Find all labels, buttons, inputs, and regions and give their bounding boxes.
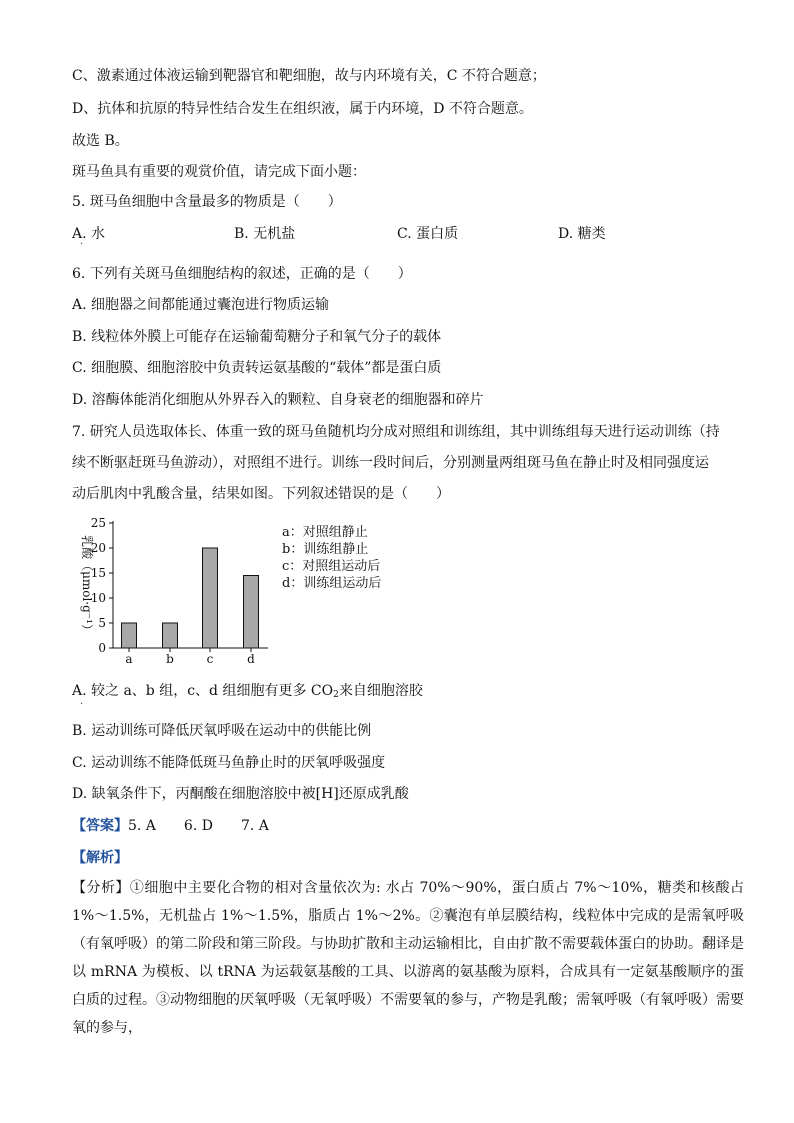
q5-option-d: D. 糖类 (558, 226, 606, 242)
question-5-options (72, 224, 722, 244)
q7-option-a-sub: 2 (333, 690, 339, 700)
line-choose-b: 故选 B。 (72, 133, 129, 149)
legend-item-b: b：训练组静止 (282, 542, 369, 557)
y-tick-label: 20 (90, 541, 106, 555)
bar-b (163, 623, 178, 648)
y-tick-label: 0 (98, 641, 106, 655)
q7-option-a-post: 来自细胞溶胶 (338, 683, 423, 699)
legend-item-d: d：训练组运动后 (282, 576, 382, 591)
stray-dot: · (80, 239, 84, 250)
q7-option-d: D. 缺氧条件下，丙酮酸在细胞溶胶中被[H]还原成乳酸 (72, 786, 409, 802)
question-6: 6. 下列有关斑马鱼细胞结构的叙述，正确的是（ ） (72, 266, 412, 282)
bar-c (203, 548, 218, 648)
q7-option-a (72, 681, 423, 705)
q7-option-c: C. 运动训练不能降低斑马鱼静止时的厌氧呼吸强度 (72, 755, 386, 771)
stray-dot: · (80, 699, 84, 710)
x-tick-label-d: d (247, 652, 255, 666)
y-tick-label: 10 (90, 591, 106, 605)
answer-text: 5. A 6. D 7. A (128, 818, 269, 834)
x-tick-label-c: c (206, 652, 214, 666)
bar-d (244, 576, 259, 649)
question-5: 5. 斑马鱼细胞中含量最多的物质是（ ） (72, 194, 342, 210)
line-option-d-prev: D、抗体和抗原的特异性结合发生在组织液，属于内环境，D 不符合题意。 (72, 101, 533, 117)
question-7-line-1: 7. 研究人员选取体长、体重一致的斑马鱼随机均分成对照组和训练组，其中训练组每天进行运动训练（持 (72, 424, 720, 440)
legend-item-a: a：对照组静止 (282, 525, 368, 540)
x-tick-label-b: b (166, 652, 174, 666)
legend-item-c: c：对照组运动后 (282, 559, 381, 574)
q5-option-a: A. 水 (72, 226, 106, 242)
bar-a (122, 623, 137, 648)
intro-text: 斑马鱼具有重要的观赏价值，请完成下面小题： (72, 164, 366, 180)
y-axis-label: 乳酸（μmol·g⁻¹） (80, 535, 94, 636)
chart-bars (122, 548, 259, 648)
q6-option-d: D. 溶酶体能消化细胞从外界吞入的颗粒、自身衰老的细胞器和碎片 (72, 392, 484, 408)
question-7-line-2: 续不断驱赶斑马鱼游动），对照组不进行。训练一段时间后，分别测量两组斑马鱼在静止时及相同强度运 (72, 455, 709, 471)
x-tick-label-a: a (125, 652, 133, 666)
answer-line (72, 816, 269, 836)
y-tick-label: 25 (90, 516, 106, 530)
q7-option-a-pre: A. 较之 a、b 组，c、d 组细胞有更多 CO (72, 683, 334, 699)
y-tick-label: 15 (90, 566, 106, 580)
q6-option-c: C. 细胞膜、细胞溶胶中负责转运氨基酸的“载体”都是蛋白质 (72, 360, 442, 376)
q6-option-a: A. 细胞器之间都能通过囊泡进行物质运输 (72, 297, 330, 313)
q6-option-b: B. 线粒体外膜上可能存在运输葡萄糖分子和氧气分子的载体 (72, 329, 442, 345)
analysis-paragraph: 【分析】①细胞中主要化合物的相对含量依次为: 水占 70%～90%，蛋白质占 7%～10%，糖类和核酸占 1%～1.5%，无机盐占 1%～1.5%，脂质占 1%～2%。②囊泡有单层膜结构，线粒体中完成的是需氧呼吸（有氧呼吸）的第二阶段和第三阶段。与协助扩散和主动运输相比，自由扩散不需要载体蛋白的协助。翻译是以 mRNA 为模板、以 tRNA 为运载氨基酸的工具、以游离的氨基酸为原料，合成具有一定氨基酸顺序的蛋白质的过程。③动物细胞的厌氧呼吸（无氧呼吸）不需要氧的参与，产物是乳酸；需氧呼吸（有氧呼吸）需要氧的参与， (72, 880, 744, 1036)
q5-option-c: C. 蛋白质 (397, 226, 459, 242)
lactic-acid-bar-chart (72, 512, 272, 672)
y-tick-label: 5 (98, 616, 106, 630)
line-option-c-prev: C、激素通过体液运输到靶器官和靶细胞，故与内环境有关，C 不符合题意； (72, 68, 546, 84)
question-7-line-3: 动后肌肉中乳酸含量，结果如图。下列叙述错误的是（ ） (72, 486, 450, 502)
q7-option-b: B. 运动训练可降低厌氧呼吸在运动中的供能比例 (72, 723, 372, 739)
answer-label: 【答案】 (72, 818, 128, 834)
q5-option-b: B. 无机盐 (234, 226, 296, 242)
analysis-label: 【解析】 (72, 850, 128, 866)
